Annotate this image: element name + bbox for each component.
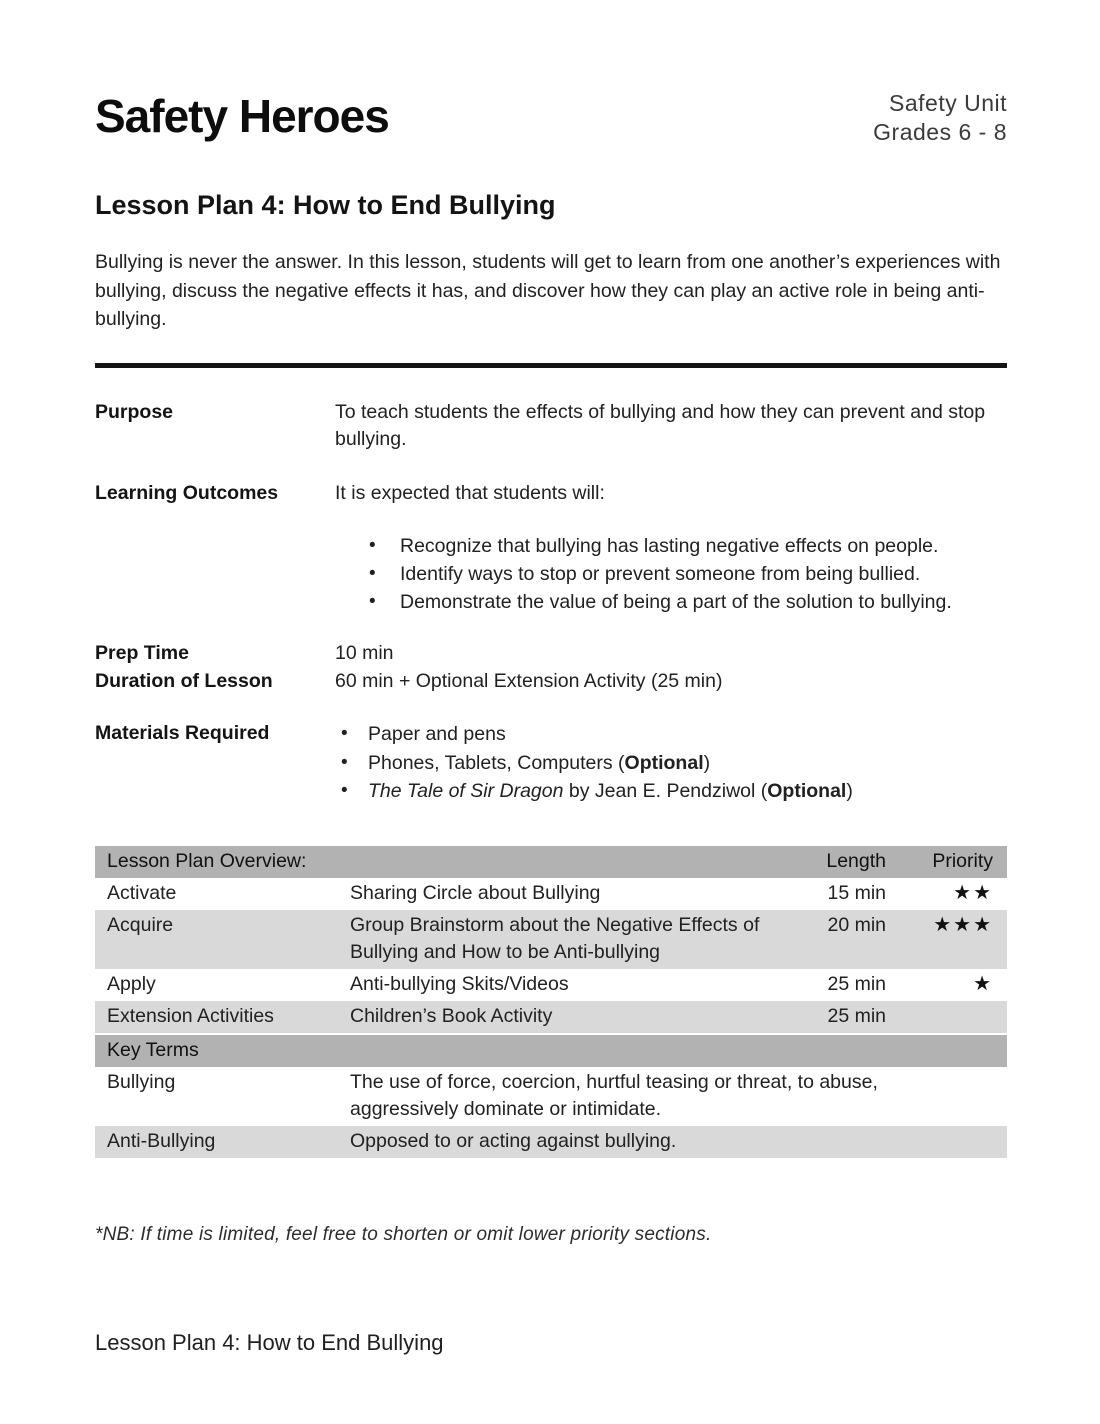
description-cell: Group Brainstorm about the Negative Effects of Bullying and How to be Anti-bullying bbox=[338, 910, 800, 969]
material-item bbox=[368, 777, 1007, 806]
grades-label: Grades 6 - 8 bbox=[873, 119, 1007, 145]
outcomes-intro: It is expected that students will: bbox=[335, 481, 605, 504]
intro-paragraph: Bullying is never the answer. In this lesson, students will get to learn from one another’s experiences with bullying, discuss the negative effects it has, and discover how they can play an active role in being anti-bullying. bbox=[95, 251, 1001, 330]
phase-cell: Acquire bbox=[95, 910, 338, 969]
length-cell: 15 min bbox=[827, 881, 886, 904]
unit-block bbox=[873, 86, 1007, 147]
priority-stars: ★★ bbox=[953, 881, 993, 904]
priority-stars: ★★★ bbox=[890, 910, 1007, 969]
materials-row bbox=[95, 720, 1007, 806]
overview-title-cell: Lesson Plan Overview: bbox=[95, 846, 800, 878]
outcome-item: • Demonstrate the value of being a part of the solution to bullying. bbox=[400, 588, 1007, 616]
outcome-item: • Recognize that bullying has lasting negative effects on people. bbox=[400, 532, 1007, 560]
term-row-anti-bullying bbox=[95, 1126, 1007, 1158]
purpose-text: To teach students the effects of bullying and how they can prevent and stop bullying. bbox=[335, 400, 986, 450]
material-text: by Jean E. Pendziwol ( bbox=[563, 780, 768, 802]
material-item bbox=[368, 720, 1007, 749]
table-header-row bbox=[95, 846, 1007, 878]
term-cell: Anti-Bullying bbox=[95, 1126, 338, 1158]
outcomes-content bbox=[335, 480, 1007, 617]
term-cell: Bullying bbox=[107, 1070, 176, 1093]
duration-row bbox=[95, 668, 1007, 696]
table-row-apply bbox=[95, 969, 1007, 1001]
table-row-acquire bbox=[95, 910, 1007, 969]
materials-content bbox=[335, 720, 1007, 806]
outcomes-list bbox=[335, 532, 1007, 616]
length-cell: 25 min bbox=[800, 1001, 890, 1034]
outcomes-label: Learning Outcomes bbox=[95, 481, 279, 504]
details-section bbox=[95, 399, 1007, 806]
priority-stars: ★ bbox=[973, 972, 993, 995]
material-bold-text: Optional bbox=[624, 751, 704, 774]
material-text: Paper and pens bbox=[368, 723, 506, 745]
note-text: *NB: If time is limited, feel free to shorten or omit lower priority sections. bbox=[95, 1223, 712, 1245]
definition-text: Opposed to or acting against bullying. bbox=[350, 1129, 677, 1152]
footer-text: Lesson Plan 4: How to End Bullying bbox=[95, 1330, 444, 1355]
outcome-item: • Identify ways to stop or prevent someone from being bullied. bbox=[400, 560, 1007, 588]
prep-time-label: Prep Time bbox=[95, 642, 189, 664]
definition-text: The use of force, coercion, hurtful teasing or threat, to abuse, aggressively dominate or intimidate. bbox=[350, 1070, 878, 1120]
lesson-title: Lesson Plan 4: How to End Bullying bbox=[95, 190, 556, 220]
material-item bbox=[368, 749, 1007, 778]
purpose-row bbox=[95, 399, 1007, 454]
term-row-bullying bbox=[95, 1067, 1007, 1126]
priority-stars bbox=[890, 1001, 1007, 1034]
material-text: ) bbox=[846, 780, 853, 802]
materials-label: Materials Required bbox=[95, 722, 270, 744]
outcomes-row bbox=[95, 480, 1007, 617]
brand-title: Safety Heroes bbox=[95, 90, 389, 142]
divider-rule bbox=[95, 363, 1007, 368]
duration-label: Duration of Lesson bbox=[95, 669, 273, 692]
definition-cell bbox=[338, 1126, 1007, 1158]
key-terms-label: Key Terms bbox=[95, 1034, 1007, 1067]
prep-time-text: 10 min bbox=[335, 642, 394, 664]
phase-cell: Activate bbox=[107, 881, 177, 904]
priority-header-cell: Priority bbox=[890, 846, 1007, 878]
phase-cell: Extension Activities bbox=[95, 1001, 338, 1034]
description-cell: Sharing Circle about Bullying bbox=[350, 881, 601, 904]
phase-cell: Apply bbox=[107, 972, 156, 995]
description-cell: Anti-bullying Skits/Videos bbox=[350, 972, 569, 995]
material-text: ) bbox=[703, 751, 711, 774]
material-book-title: The Tale of Sir Dragon bbox=[368, 780, 564, 802]
page-header bbox=[95, 86, 1007, 147]
material-bold-text: Optional bbox=[767, 780, 847, 802]
description-cell: Children’s Book Activity bbox=[338, 1001, 800, 1034]
prep-time-row bbox=[95, 640, 1007, 668]
table-row-extension bbox=[95, 1001, 1007, 1034]
materials-list bbox=[335, 720, 1007, 806]
key-terms-header-row bbox=[95, 1034, 1007, 1067]
material-text: Phones, Tablets, Computers ( bbox=[368, 751, 625, 774]
length-cell: 25 min bbox=[827, 972, 886, 995]
length-cell: 20 min bbox=[800, 910, 890, 969]
unit-label: Safety Unit bbox=[889, 90, 1007, 116]
definition-cell bbox=[338, 1067, 1007, 1126]
lesson-overview-table bbox=[95, 846, 1007, 1158]
table-row-activate bbox=[95, 878, 1007, 910]
duration-text: 60 min + Optional Extension Activity (25 min) bbox=[335, 669, 723, 692]
purpose-label: Purpose bbox=[95, 400, 174, 423]
length-header-cell: Length bbox=[800, 846, 890, 878]
